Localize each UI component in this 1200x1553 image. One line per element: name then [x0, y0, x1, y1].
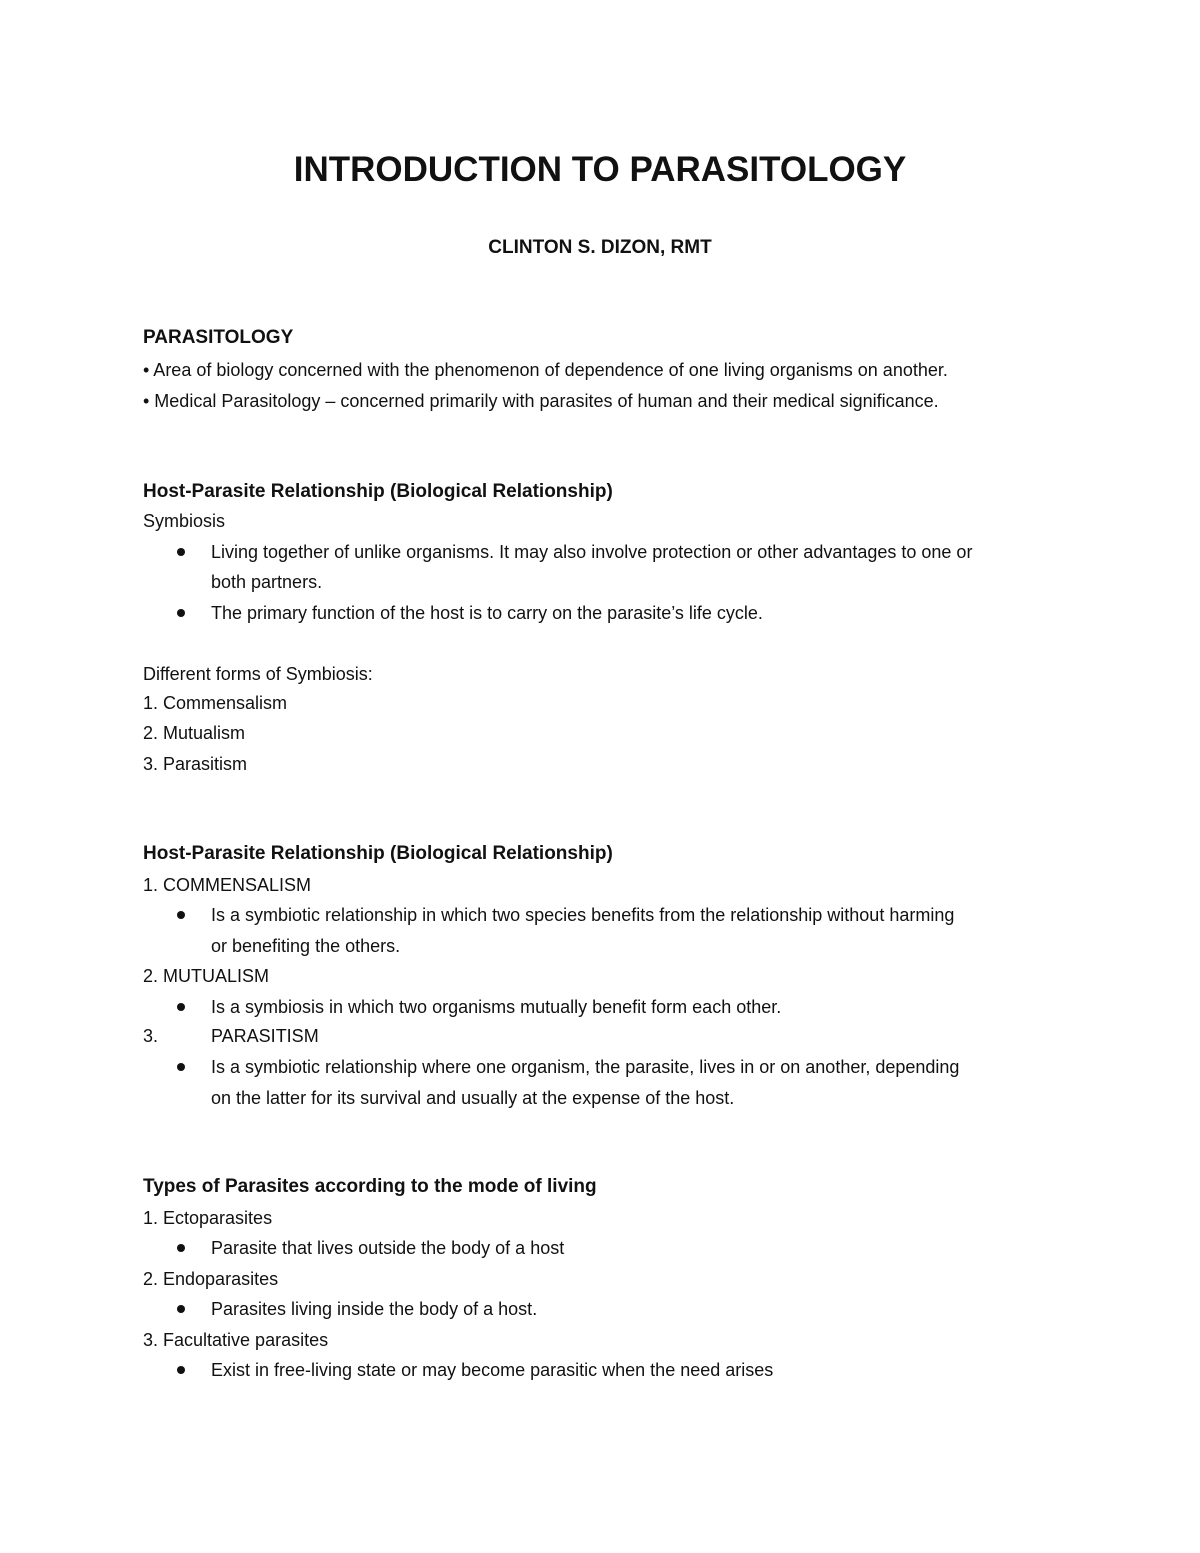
- bullet-icon: [177, 1305, 185, 1313]
- commensalism-desc-line-2: or benefiting the others.: [211, 936, 401, 956]
- page-title: INTRODUCTION TO PARASITOLOGY: [293, 150, 907, 189]
- ectoparasites-desc: Parasite that lives outside the body of a host: [211, 1238, 565, 1258]
- commensalism-label: 1. COMMENSALISM: [143, 875, 312, 895]
- bullet-icon: [177, 1063, 185, 1071]
- mutualism-label: 2. MUTUALISM: [143, 966, 270, 986]
- bullet-icon: [177, 1366, 185, 1374]
- endoparasites-desc: Parasites living inside the body of a host.: [211, 1299, 538, 1319]
- symbiosis-bullet-1-line-2: both partners.: [211, 572, 323, 592]
- mutualism-desc: Is a symbiosis in which two organisms mutually benefit form each other.: [211, 997, 782, 1017]
- bullet-icon: [177, 548, 185, 556]
- section-heading-types: Types of Parasites according to the mode of living: [143, 1176, 597, 1197]
- commensalism-desc-line-1: Is a symbiotic relationship in which two species benefits from the relationship without harming: [211, 905, 955, 925]
- symbiosis-form-2: 2. Mutualism: [143, 723, 246, 743]
- section-heading-parasitology: PARASITOLOGY: [143, 327, 294, 348]
- facultative-parasites-label: 3. Facultative parasites: [143, 1330, 329, 1350]
- bullet-icon: [177, 609, 185, 617]
- bullet-icon: [177, 911, 185, 919]
- symbiosis-bullet-1-line-1: Living together of unlike organisms. It may also involve protection or other advantages to one or: [211, 542, 973, 562]
- bullet-icon: [177, 1244, 185, 1252]
- bullet-icon: [177, 1003, 185, 1011]
- symbiosis-form-1: 1. Commensalism: [143, 693, 288, 713]
- section-heading-relationships: Host-Parasite Relationship (Biological Relationship): [143, 843, 613, 864]
- parasitism-label: PARASITISM: [211, 1026, 319, 1046]
- ectoparasites-label: 1. Ectoparasites: [143, 1208, 273, 1228]
- parasitology-point-2: • Medical Parasitology – concerned primarily with parasites of human and their medical significance.: [143, 391, 939, 411]
- endoparasites-label: 2. Endoparasites: [143, 1269, 279, 1289]
- symbiosis-form-3: 3. Parasitism: [143, 754, 248, 774]
- symbiosis-forms-intro: Different forms of Symbiosis:: [143, 664, 373, 684]
- parasitism-desc-line-1: Is a symbiotic relationship where one organism, the parasite, lives in or on another, depending: [211, 1057, 960, 1077]
- symbiosis-bullet-2: The primary function of the host is to carry on the parasite’s life cycle.: [211, 603, 763, 623]
- author-name: CLINTON S. DIZON, RMT: [488, 237, 712, 258]
- symbiosis-subheading: Symbiosis: [143, 511, 226, 531]
- parasitism-number: 3.: [143, 1026, 159, 1046]
- parasitology-point-1: • Area of biology concerned with the phenomenon of dependence of one living organisms on another.: [143, 360, 948, 380]
- section-heading-symbiosis: Host-Parasite Relationship (Biological Relationship): [143, 481, 613, 502]
- parasitism-desc-line-2: on the latter for its survival and usually at the expense of the host.: [211, 1088, 735, 1108]
- facultative-parasites-desc: Exist in free-living state or may become parasitic when the need arises: [211, 1360, 774, 1380]
